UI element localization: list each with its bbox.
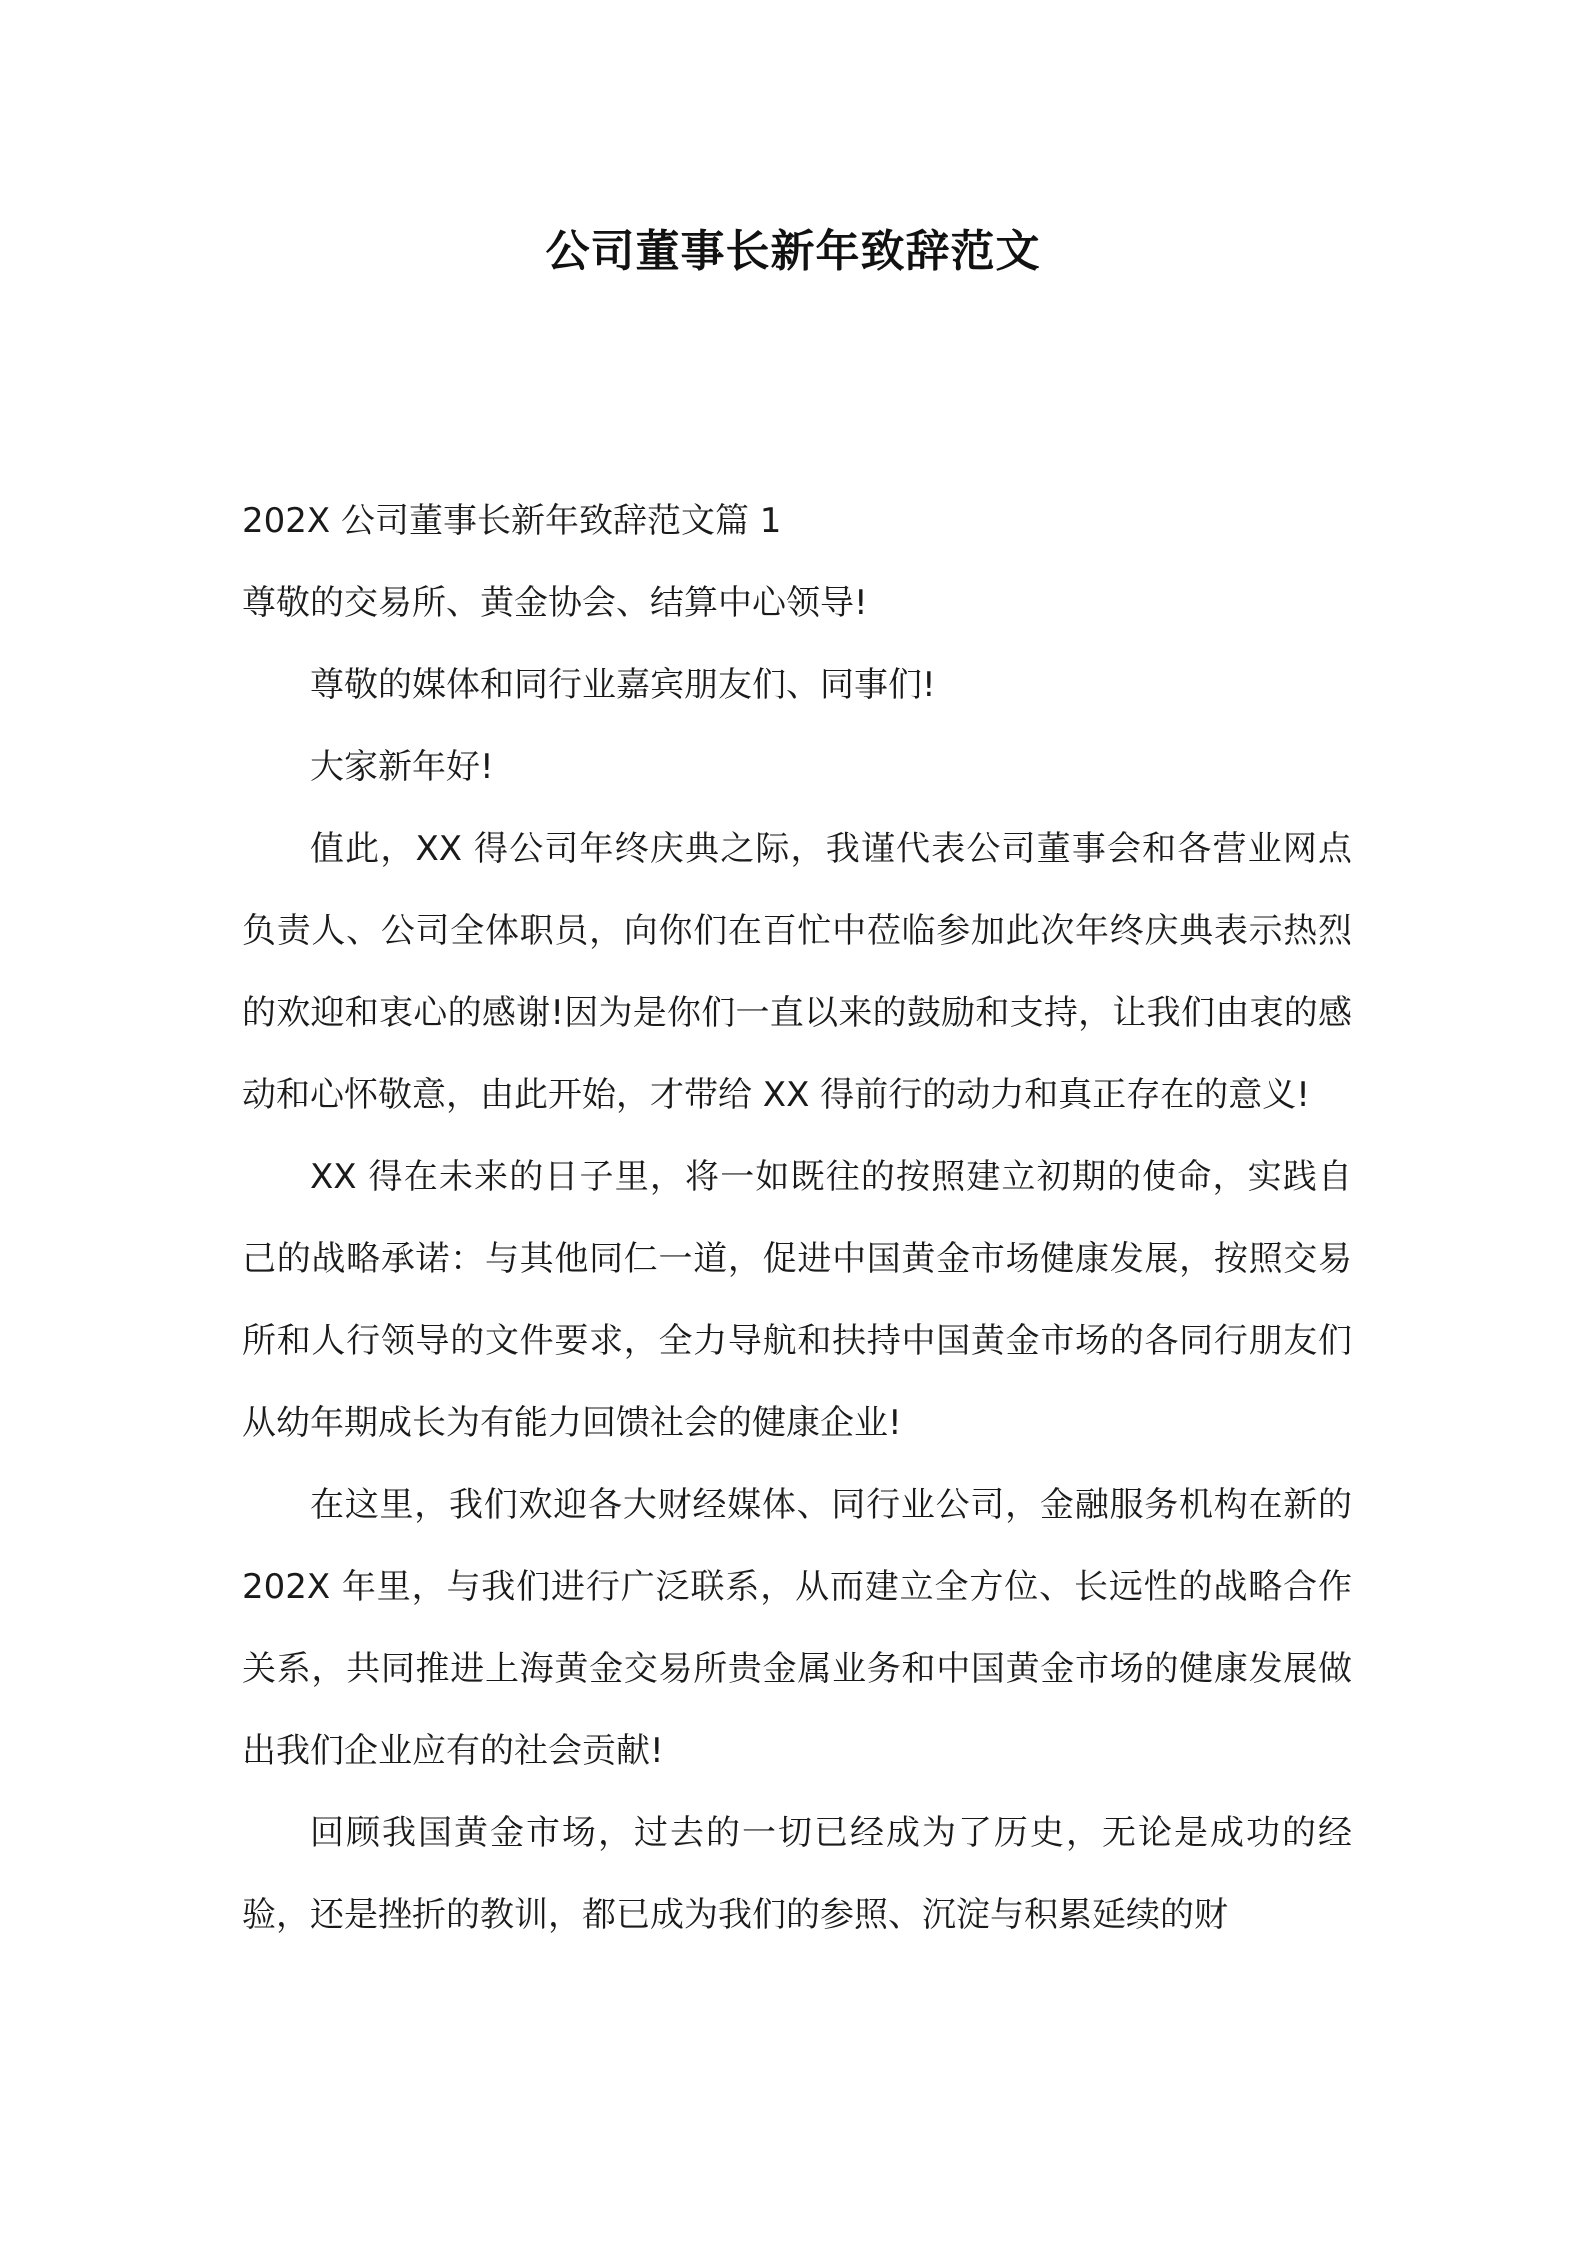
paragraph-welcome-thanks: 值此，XX 得公司年终庆典之际，我谨代表公司董事会和各营业网点负责人、公司全体职员，向你们在百忙中莅临参加此次年终庆典表示热烈的欢迎和衷心的感谢!因为是你们一直以来的鼓励和支持，让我们由衷的感动和心怀敬意，由此开始，才带给 XX 得前行的动力和真正存在的意义! — [242, 829, 1352, 1115]
paragraph-review-history: 回顾我国黄金市场，过去的一切已经成为了历史，无论是成功的经验，还是挫折的教训，都已成为我们的参照、沉淀与积累延续的财 — [242, 1813, 1352, 1935]
section-heading: 202X 公司董事长新年致辞范文篇 1 — [242, 501, 782, 541]
greeting-happy-new-year: 大家新年好! — [310, 747, 494, 787]
salutation-leaders: 尊敬的交易所、黄金协会、结算中心领导! — [242, 583, 868, 623]
document-title: 公司董事长新年致辞范文 — [545, 226, 1041, 277]
paragraph-cooperation: 在这里，我们欢迎各大财经媒体、同行业公司，金融服务机构在新的 202X 年里，与我们进行广泛联系，从而建立全方位、长远性的战略合作关系，共同推进上海黄金交易所贵金属业务和中国黄金市场的健康发展做出我们企业应有的社会贡献! — [242, 1485, 1352, 1771]
salutation-media-guests: 尊敬的媒体和同行业嘉宾朋友们、同事们! — [310, 665, 936, 705]
document-body — [242, 480, 1352, 1956]
paragraph-future-mission: XX 得在未来的日子里，将一如既往的按照建立初期的使命，实践自己的战略承诺：与其他同仁一道，促进中国黄金市场健康发展，按照交易所和人行领导的文件要求，全力导航和扶持中国黄金市场的各同行朋友们从幼年期成长为有能力回馈社会的健康企业! — [242, 1157, 1352, 1443]
